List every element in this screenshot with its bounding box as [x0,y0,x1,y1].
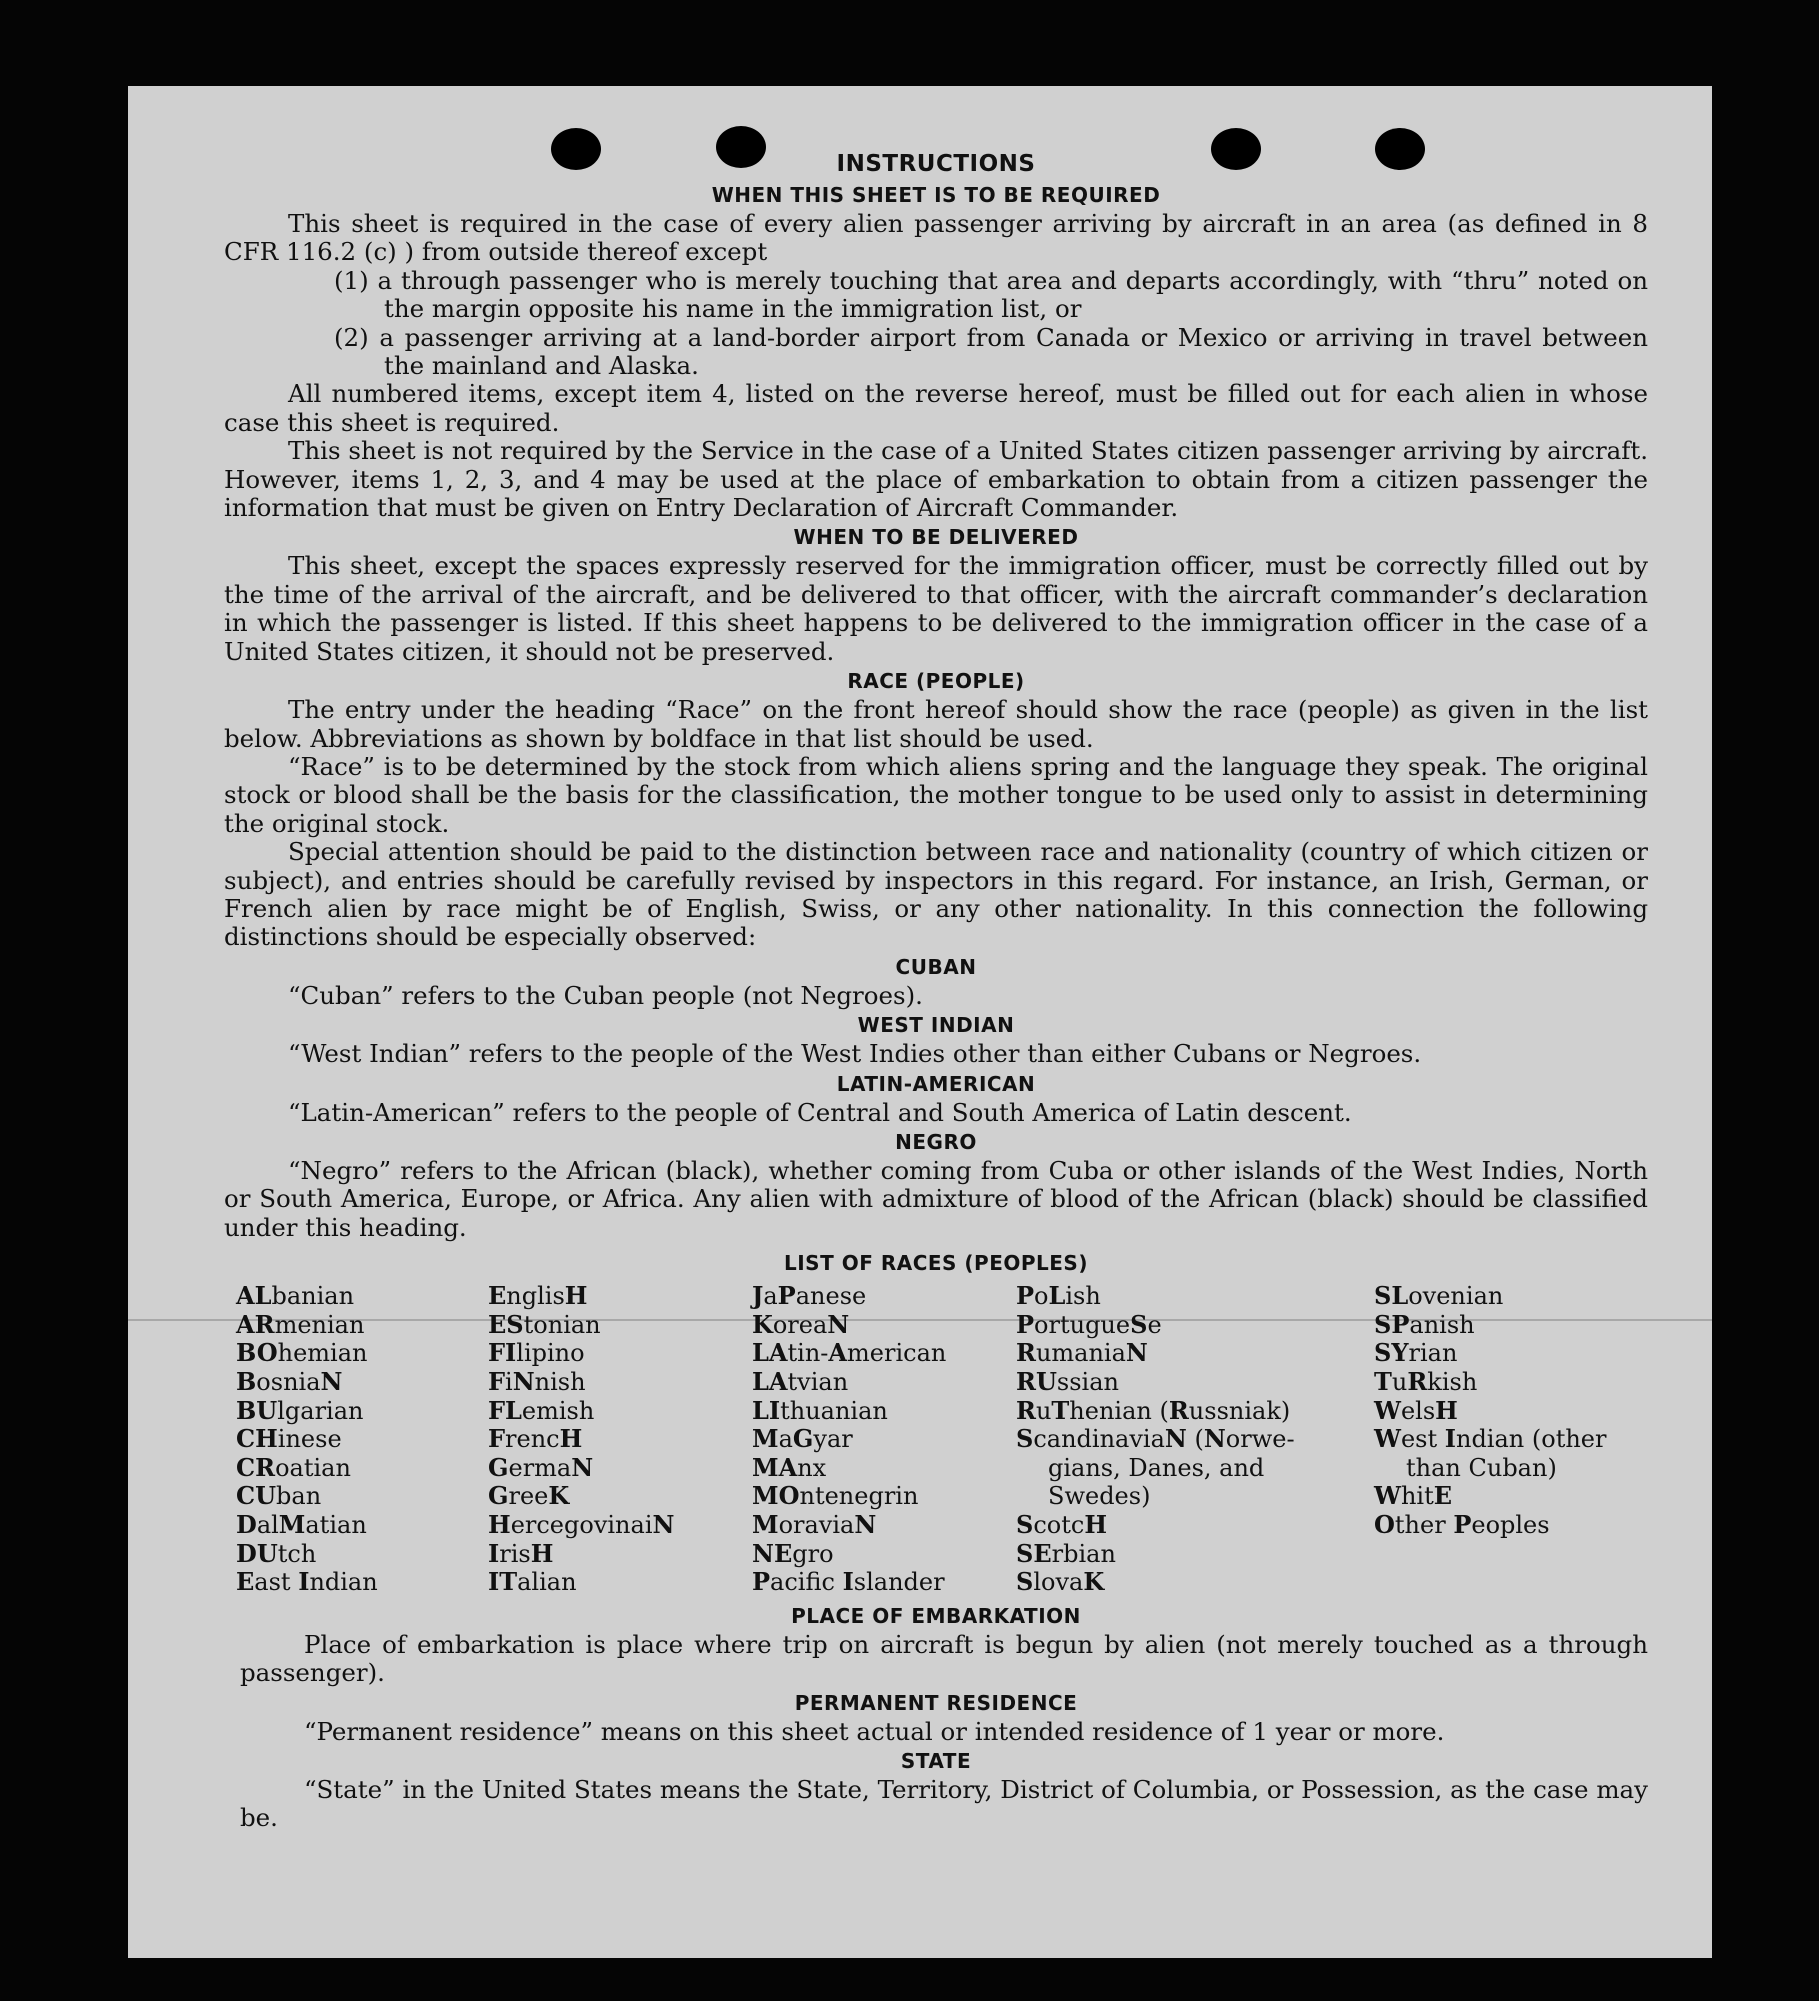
required-paragraph: This sheet is required in the case of every alien passenger arriving by aircraft in an area (as defined in 8 CFR 116.2 (c) ) from outside thereof except [224,209,1648,267]
race-entry: SErbian [1016,1538,1116,1568]
race-entry: PortugueSe [1016,1309,1162,1339]
race-entry: ScotcH [1016,1509,1108,1539]
race-entry: HercegovinaiN [488,1509,675,1539]
race-entry: TuRkish [1374,1366,1478,1396]
race-entry: East Indian [236,1567,378,1597]
race-entry: GreeK [488,1481,570,1511]
race-entry: RUssian [1016,1366,1119,1396]
page-title: INSTRUCTIONS [836,151,1036,177]
race-entry: LAtin-American [752,1338,947,1368]
race-entry: WhitE [1374,1481,1453,1511]
race-entry: KoreaN [752,1309,850,1339]
race-entry: PoLish [1016,1281,1101,1311]
embarkation-definition: Place of embarkation is place where trip on aircraft is begun by alien (not merely touched as a through passenger). [240,1629,1648,1688]
race-entry: NEgro [752,1538,834,1568]
race-entry: ALbanian [236,1281,355,1311]
race-entry: MAnx [752,1452,827,1482]
race-entry: ITalian [488,1567,577,1597]
race-entry: Other Peoples [1374,1509,1550,1539]
race-entry: JaPanese [752,1281,867,1311]
heading-negro: NEGRO [895,1129,977,1154]
race-entry: West Indian (other [1374,1424,1607,1454]
race-entry: DalMatian [236,1509,367,1539]
race-entry: DUtch [236,1538,317,1568]
heading-race: RACE (PEOPLE) [847,669,1025,694]
race-entry: IrisH [488,1538,554,1568]
races-column [236,1282,488,1597]
race-entry: ScandinaviaN (Norwe- [1016,1424,1295,1454]
race-paragraph: “Race” is to be determined by the stock from which aliens spring and the language they speak. The original stock or blood shall be the basis for the classification, the mother tongue to be used only to assist in determining the original stock. [224,751,1648,838]
race-entry: FLemish [488,1395,595,1425]
race-entry: ARmenian [236,1309,365,1339]
race-entry: RumaniaN [1016,1338,1148,1368]
race-entry: RuThenian (Russniak) [1016,1395,1291,1425]
race-entry: BUlgarian [236,1395,364,1425]
heading-residence: PERMANENT RESIDENCE [794,1690,1078,1715]
required-item-2: (2) a passenger arriving at a land-border airport from Canada or Mexico or arriving in travel between the mainland and Alaska. [334,322,1648,381]
required-paragraph: This sheet is not required by the Service in the case of a United States citizen passenger arriving by aircraft. However, items 1, 2, 3, and 4 may be used at the place of embarkation to obtain from a citizen passenger the information that must be given on Entry Declaration of Aircraft Commander. [224,436,1648,523]
race-paragraph: The entry under the heading “Race” on the front hereof should show the race (people) as given in the list below. Abbreviations as shown by boldface in that list should be used. [224,695,1648,753]
race-entry: WelsH [1374,1395,1458,1425]
race-entry: than Cuban) [1406,1453,1557,1482]
race-entry: CRoatian [236,1452,351,1482]
race-entry: FrencH [488,1424,583,1454]
heading-latin-american: LATIN-AMERICAN [836,1071,1036,1096]
race-entry: SPanish [1374,1309,1475,1339]
race-entry: gians, Danes, and [1048,1453,1265,1482]
race-entry: EStonian [488,1309,601,1339]
race-entry: BosniaN [236,1366,343,1396]
heading-required: WHEN THIS SHEET IS TO BE REQUIRED [711,183,1161,207]
race-entry: GermaN [488,1452,594,1482]
west-indian-definition: “West Indian” refers to the people of the West Indies other than either Cubans or Negroes. [288,1039,1422,1069]
race-entry: Pacific Islander [752,1567,945,1597]
race-entry: FIlipino [488,1338,585,1368]
race-entry: MaGyar [752,1424,853,1454]
race-entry: CUban [236,1481,322,1511]
races-column [488,1282,752,1597]
races-column [1374,1282,1644,1597]
race-entry: MOntenegrin [752,1481,919,1511]
document-sheet [128,86,1712,1958]
races-column [752,1282,1016,1597]
negro-definition: “Negro” refers to the African (black), whether coming from Cuba or other islands of the West Indies, North or South America, Europe, or Africa. Any alien with admixture of blood of the African (black) should be classified under this heading. [224,1155,1648,1242]
race-entry: SlovaK [1016,1567,1105,1597]
required-item-1: (1) a through passenger who is merely touching that area and departs accordingly, with “thru” noted on the margin opposite his name in the immigration list, or [334,265,1648,324]
heading-delivered: WHEN TO BE DELIVERED [793,525,1079,550]
races-list [236,1282,1648,1597]
race-entry: EnglisH [488,1281,588,1311]
race-entry: SLovenian [1374,1281,1504,1311]
heading-races-list: LIST OF RACES (PEOPLES) [784,1251,1088,1276]
race-entry: FiNnish [488,1366,586,1396]
state-definition: “State” in the United States means the State, Territory, District of Columbia, or Possession, as the case may be. [240,1774,1648,1833]
residence-definition: “Permanent residence” means on this sheet actual or intended residence of 1 year or more. [304,1716,1445,1746]
race-paragraph: Special attention should be paid to the distinction between race and nationality (country of which citizen or subject), and entries should be carefully revised by inspectors in this regard. For instance, an Irish, German, or French alien by race might be of English, Swiss, or any other nationality. In this connection the following distinctions should be especially observed: [224,837,1648,952]
delivered-paragraph: This sheet, except the spaces expressly reserved for the immigration officer, must be correctly filled out by the time of the arrival of the aircraft, and be delivered to that officer, with the aircraft commander’s declaration in which the passenger is listed. If this sheet happens to be delivered to the immigration officer in the case of a United States citizen, it should not be preserved. [224,551,1648,666]
instructions-body [224,148,1648,1833]
heading-west-indian: WEST INDIAN [857,1013,1015,1038]
race-entry: Swedes) [1048,1482,1151,1511]
race-entry: MoraviaN [752,1509,877,1539]
required-paragraph: All numbered items, except item 4, listed on the reverse hereof, must be filled out for each alien in whose case this sheet is required. [224,379,1648,437]
heading-state: STATE [900,1748,972,1773]
cuban-definition: “Cuban” refers to the Cuban people (not Negroes). [288,980,923,1010]
latin-american-definition: “Latin-American” refers to the people of Central and South America of Latin descent. [288,1097,1352,1127]
heading-embarkation: PLACE OF EMBARKATION [791,1603,1081,1628]
race-entry: BOhemian [236,1338,368,1368]
race-entry: SYrian [1374,1338,1458,1368]
race-entry: LIthuanian [752,1395,888,1425]
race-entry: LAtvian [752,1366,849,1396]
races-column [1016,1282,1374,1597]
race-entry: CHinese [236,1424,342,1454]
heading-cuban: CUBAN [895,954,977,979]
